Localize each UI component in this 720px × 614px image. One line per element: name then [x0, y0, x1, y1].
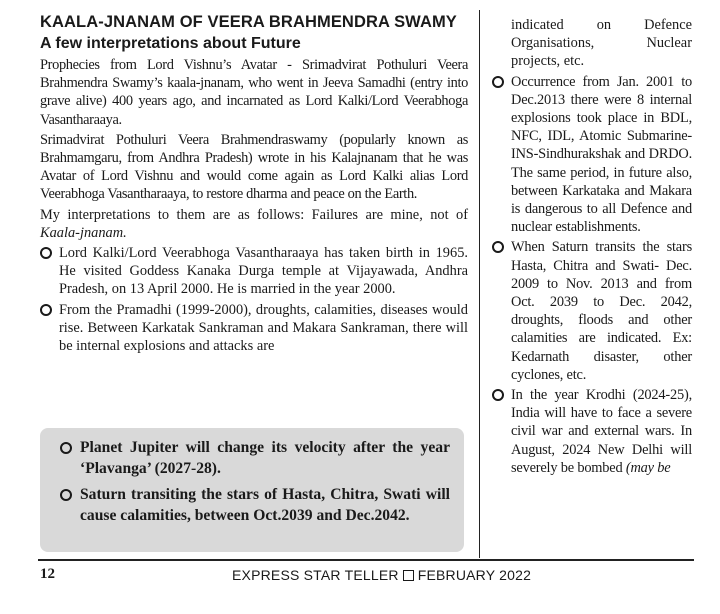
- interpretation-italic: Kaala-jnanam.: [40, 224, 127, 241]
- callout-item: [60, 485, 450, 526]
- square-separator-icon: [403, 570, 414, 581]
- background-paragraph: Srimadvirat Pothuluri Veera Brahmendraswamy (popularly known as Brahmamgaru, from Andhra Pradesh) wrote in his Kalajnanam that he was Avatar of Lord Vishnu and would come again as Lord Kalki alias Lord Veerabhoga Vasantharaaya, to restore dharma and peace on the Earth.: [40, 131, 468, 203]
- page-footer: [0, 566, 720, 588]
- circle-bullet-icon: [40, 247, 52, 259]
- article-subtitle: A few interpretations about Future: [40, 35, 301, 52]
- callout-item-text: Saturn transiting the stars of Hasta, Chitra, Swati will cause calamities, between Oct.2039 and Dec.2042.: [80, 486, 450, 524]
- list-item: [40, 244, 468, 299]
- column-divider: [479, 10, 480, 558]
- list-item-italic: (may be: [625, 459, 671, 476]
- footer-masthead: [232, 567, 531, 583]
- right-column: [492, 16, 692, 479]
- circle-bullet-icon: [60, 489, 72, 501]
- continued-text: indicated on Defence Organisations, Nuclear projects, etc.: [511, 17, 692, 70]
- callout-item: [60, 438, 450, 479]
- list-item-text: In the year Krodhi (2024-25), India will have to face a severe civil war and external wars. In August, 2024 New Delhi will severely be bombed: [511, 387, 692, 476]
- circle-bullet-icon: [60, 442, 72, 454]
- list-item: [40, 301, 468, 356]
- list-item: [492, 386, 692, 477]
- page-number: 12: [40, 566, 55, 582]
- callout-item-text: Planet Jupiter will change its velocity after the year ‘Plavanga’ (2027-28).: [80, 439, 450, 477]
- list-item: [492, 73, 692, 237]
- callout-list: [40, 428, 464, 526]
- circle-bullet-icon: [492, 389, 504, 401]
- circle-bullet-icon: [40, 304, 52, 316]
- article-title: KAALA-JNANAM OF VEERA BRAHMENDRA SWAMY: [40, 13, 457, 31]
- circle-bullet-icon: [492, 76, 504, 88]
- interpretation-paragraph: [40, 206, 468, 242]
- intro-paragraph: Prophecies from Lord Vishnu’s Avatar - Srimadvirat Pothuluri Veera Brahmendra Swamy’s kaala-jnanam, who went in Jeeva Samadhi (entry into grave alive) 400 years ago, and incarnated as Lord Kalki/Lord Veerabhoga Vasantharaaya.: [40, 57, 468, 128]
- highlight-callout-box: [40, 428, 464, 552]
- list-item-text: Occurrence from Jan. 2001 to Dec.2013 there were 8 internal explosions took place in BDL, NFC, IDL, Atomic Submarine- INS-Sindhurakshak and DRDO. The same period, in future also, between Karkataka and Makara is dangerous to all Defence and nuclear establishments.: [511, 73, 692, 236]
- interpretation-text: My interpretations to them are as follows: Failures are mine, not of: [40, 206, 468, 223]
- magazine-name: EXPRESS STAR TELLER: [232, 567, 399, 583]
- footer-rule: [38, 559, 694, 561]
- issue-date: FEBRUARY 2022: [417, 567, 532, 583]
- left-bullet-list: [40, 244, 468, 355]
- list-item-text: Lord Kalki/Lord Veerabhoga Vasantharaaya has taken birth in 1965. He visited Goddess Kanaka Durga temple at Vijayawada, Andhra Pradesh, on 13 April 2000. He is married in the year 2000.: [59, 245, 468, 298]
- left-column: [40, 12, 468, 357]
- circle-bullet-icon: [492, 241, 504, 253]
- list-item-text: From the Pramadhi (1999-2000), droughts, calamities, diseases would rise. Between Karkatak Sankraman and Makara Sankraman, there will be internal explosions and attacks are: [59, 301, 468, 355]
- list-item-text: When Saturn transits the stars Hasta, Chitra and Swati- Dec. 2009 to Nov. 2013 and from Oct. 2039 to Dec. 2042, droughts, floods and other calamities are indicated. Ex: Kedarnath disaster, other cyclones, etc.: [511, 239, 692, 383]
- right-bullet-list: [492, 73, 692, 477]
- list-item: [492, 238, 692, 384]
